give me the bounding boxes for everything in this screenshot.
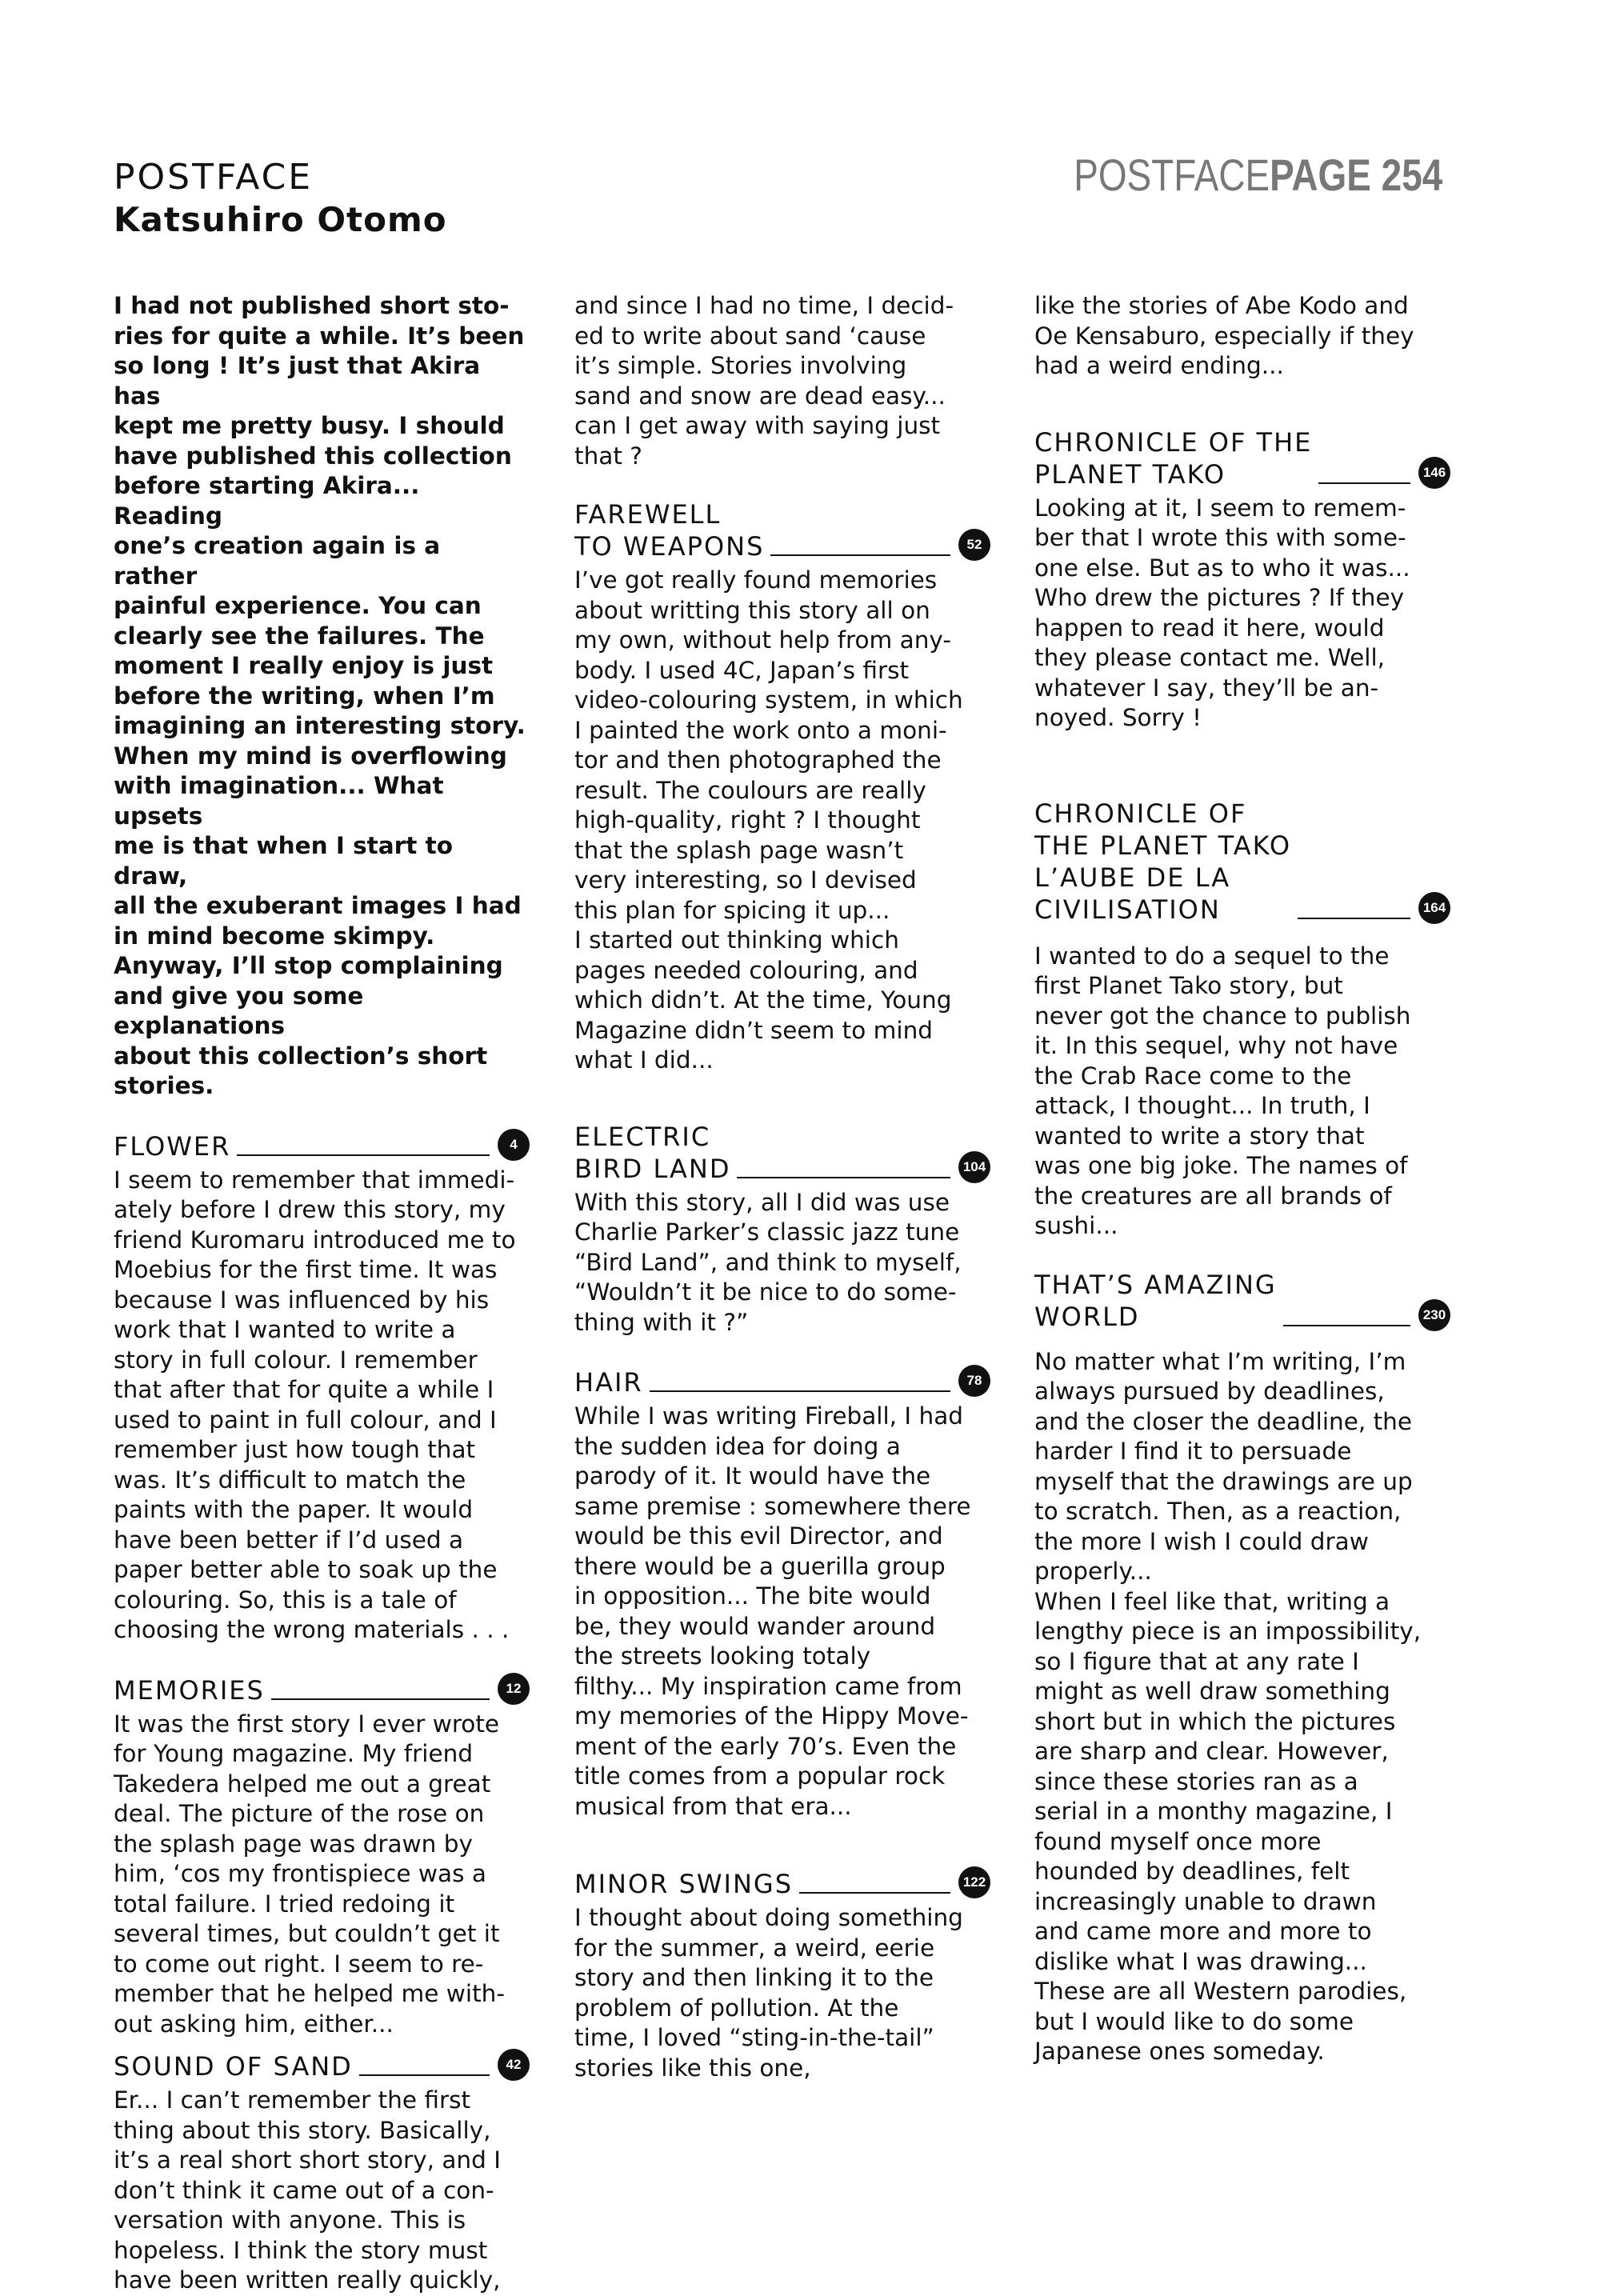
section-title: MINOR SWINGS <box>574 1869 794 1899</box>
section-text-hair: While I was writing Fireball, I had the sudden idea for doing a parody of it. It would have the same premise : somewhere there would be this evil Director, and there would be a guerilla group in opposition... The bite would be, they would wander around the streets looking totaly filthy... My inspiration came from my memories of the Hippy Move- ment of the early 70’s. Even the title comes from a popular rock musical from that era... <box>574 1402 971 1820</box>
heading-rule <box>1318 482 1410 484</box>
section-title: FLOWER <box>114 1130 231 1162</box>
section-text-sound-of-sand: Er... I can’t remember the first thing about this story. Basically, it’s a real short short story, and I don’t think it came out of a con- versation with anyone. This is hopeless. I think the story must have been written really quickly, <box>114 2086 501 2294</box>
heading-rule <box>1298 918 1410 919</box>
section-text-minor-swings-cont: like the stories of Abe Kodo and Oe Kensaburo, especially if they had a weird ending... <box>1034 292 1414 379</box>
page-ref-badge: 42 <box>498 2049 530 2081</box>
section-text-flower: I seem to remember that immedi- ately before I drew this story, my friend Kuromaru introduced me to Moebius for the first time. It was because I was influenced by his work that I wanted to write a story in full colour. I remember that after that for quite a while I used to paint in full colour, and I remember just how tough that was. It’s difficult to match the paints with the paper. It would have been better if I’d used a paper better able to soak up the colouring. So, this is a tale of choosing the wrong materials . . . <box>114 1166 516 1643</box>
section-heading-flower <box>114 1129 530 1162</box>
section-heading-chronicle <box>1034 426 1450 490</box>
section-title: THAT’S AMAZING WORLD <box>1034 1269 1277 1332</box>
section-title: MEMORIES <box>114 1674 265 1706</box>
section-heading-sound-of-sand <box>114 2049 530 2082</box>
page-title <box>114 158 447 239</box>
heading-rule <box>237 1154 490 1156</box>
section-text-chronicle: Looking at it, I seem to remem- ber that I wrote this with some- one else. But as to who it was... Who drew the pictures ? If they happen to read it here, would they please contact me. Well, whatever I say, they’ll be an- noyed. Sorry ! <box>1034 494 1410 731</box>
running-head-label: POSTFACE <box>1073 150 1270 200</box>
running-head <box>1074 149 1442 201</box>
page-ref-badge: 122 <box>958 1866 990 1898</box>
heading-rule <box>799 1892 950 1894</box>
page-ref-badge: 52 <box>958 529 990 561</box>
section-text-electric: With this story, all I did was use Charlie Parker’s classic jazz tune “Bird Land”, and think to myself, “Wouldn’t it be nice to do some- thing with it ?” <box>574 1188 962 1336</box>
section-heading-farewell <box>574 498 990 562</box>
section-text-sound-of-sand-cont: and since I had no time, I decid- ed to write about sand ‘cause it’s simple. Stories involving sand and snow are dead easy... can I get away with saying just that ? <box>574 292 954 470</box>
intro-paragraph: I had not published short sto- ries for quite a while. It’s been so long ! It’s just that Akira has kept me pretty busy. I should have published this collection before starting Akira... Reading one’s creation again is a rather painful experience. You can clearly see the failures. The moment I really enjoy is just before the writing, when I’m imagining an interesting story. When my mind is overflowing with imagination... What upsets me is that when I start to draw, all the exuberant images I had in mind become skimpy. Anyway, I’ll stop complaining and give you some explanations about this collection’s short stories. <box>114 292 526 1099</box>
page-ref-badge: 164 <box>1418 892 1450 924</box>
section-title: CHRONICLE OF THE PLANET TAKO <box>1034 426 1313 490</box>
section-heading-electric <box>574 1121 990 1185</box>
heading-rule <box>737 1177 950 1178</box>
heading-rule <box>770 554 950 556</box>
section-text-chronicle-aube: I wanted to do a sequel to the first Planet Tako story, but never got the chance to publish it. In this sequel, why not have the Crab Race come to the attack, I thought... In truth, I wanted to write a story that was one big joke. The names of the creatures are all brands of sushi... <box>1034 942 1411 1239</box>
page-ref-badge: 12 <box>498 1673 530 1705</box>
title-text: POSTFACE <box>114 157 314 198</box>
page-ref-badge: 146 <box>1418 457 1450 489</box>
section-title: HAIR <box>574 1367 643 1398</box>
section-text-farewell: I’ve got really found memories about writting this story all on my own, without help from any- body. I used 4C, Japan’s first video-colouring system, in which I painted the work onto a moni- tor and then photographed the result. The coulours are really high-quality, right ? I thought that the splash page wasn’t very interesting, so I devised this plan for spicing it up... I started out thinking which pages needed colouring, and which didn’t. At the time, Young Magazine didn’t seem to mind what I did... <box>574 566 963 1074</box>
page-ref-badge: 4 <box>498 1129 530 1161</box>
section-heading-minor-swings <box>574 1866 990 1900</box>
page-ref-badge: 78 <box>958 1365 990 1397</box>
page-ref-badge: 230 <box>1418 1299 1450 1331</box>
section-title: SOUND OF SAND <box>114 2051 353 2082</box>
page-ref-badge: 104 <box>958 1151 990 1183</box>
heading-rule <box>1283 1325 1410 1326</box>
section-text-minor-swings: I thought about doing something for the summer, a weird, eerie story and then linking it to the problem of pollution. At the time, I loved “sting-in-the-tail” stories like this one, <box>574 1904 963 2082</box>
section-heading-amazing <box>1034 1269 1450 1333</box>
heading-rule <box>359 2074 490 2076</box>
section-title: FAREWELL TO WEAPONS <box>574 499 765 562</box>
heading-rule <box>271 1698 490 1700</box>
section-text-amazing: No matter what I’m writing, I’m always pursued by deadlines, and the closer the deadline, the harder I find it to persuade myself that the drawings are up to scratch. Then, as a reaction, the more I wish I could draw properly... When I feel like that, writing a lengthy piece is an impossibility, so I figure that at any rate I might as well draw something short but in which the pictures are sharp and clear. However, since these stories ran as a serial in a monthy magazine, I found myself once more hounded by deadlines, felt increasingly unable to drawn and came more and more to dislike what I was drawing... These are all Western parodies, but I would like to do some Japanese ones someday. <box>1034 1347 1422 2065</box>
section-title: ELECTRIC BIRD LAND <box>574 1121 731 1184</box>
section-heading-memories <box>114 1673 530 1706</box>
section-heading-hair <box>574 1365 990 1398</box>
column-3 <box>1034 291 1450 2067</box>
page-number: PAGE 254 <box>1269 150 1442 200</box>
author-name: Katsuhiro Otomo <box>114 200 447 240</box>
section-text-memories: It was the first story I ever wrote for Young magazine. My friend Takedera helped me out a great deal. The picture of the rose on the splash page was drawn by him, ‘cos my frontispiece was a total failure. I tried redoing it several times, but couldn’t get it to come out right. I seem to re- member that he helped me with- out asking him, either... <box>114 1710 506 2038</box>
column-2 <box>574 291 990 2083</box>
heading-rule <box>650 1390 950 1392</box>
section-heading-chronicle-aube <box>1034 798 1450 926</box>
section-title: CHRONICLE OF THE PLANET TAKO L’AUBE DE LA CIVILISATION <box>1034 798 1291 925</box>
column-1 <box>114 291 530 2296</box>
